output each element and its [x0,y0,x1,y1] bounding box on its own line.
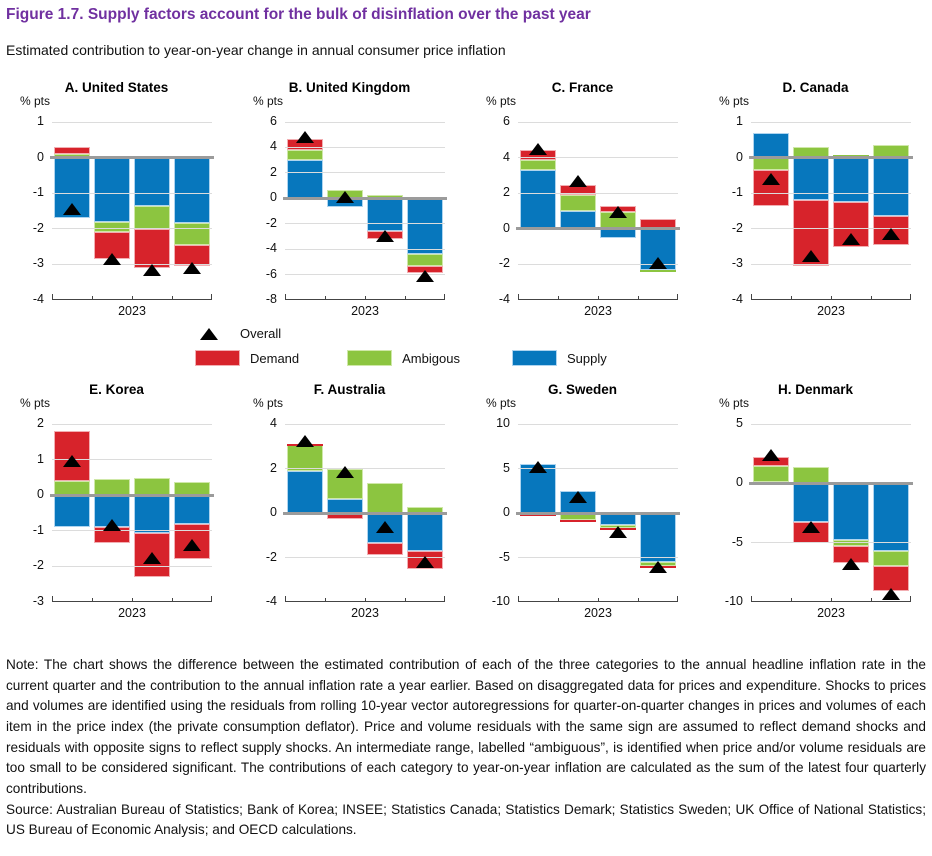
x-axis-tick [444,596,445,602]
y-tick-label: -3 [731,256,743,271]
panel-b-united-kingdom [233,78,466,324]
panel-title-e: E. Korea [89,382,144,397]
supply-bar-segment [833,483,869,540]
x-axis-year-label: 2023 [351,606,379,620]
x-axis-tick [285,294,286,300]
x-axis-tick [518,596,519,602]
supply-bar-segment [367,198,403,231]
x-axis-tick [444,294,445,300]
x-axis-year-label: 2023 [584,606,612,620]
zero-line [516,512,680,515]
gridline [285,122,445,123]
overall-marker [376,521,394,533]
ambigous-bar-segment [367,483,403,513]
x-axis-tick [211,596,212,602]
gridline [518,424,678,425]
zero-line [283,197,447,200]
ambigous-bar-segment [560,195,596,211]
gridline [52,424,212,425]
overall-marker [143,264,161,276]
overall-marker [762,449,780,461]
overall-marker [569,491,587,503]
gridline [285,172,445,173]
zero-line [283,512,447,515]
supply-bar-segment [407,513,443,551]
y-tick-label: 0 [736,475,743,490]
x-axis-tick [598,296,599,300]
supply-bar-segment [600,513,636,525]
legend-row-overall [200,326,281,341]
overall-marker [296,435,314,447]
supply-bar-segment [640,513,676,562]
y-tick-label: 1 [37,114,44,128]
y-tick-label: -4 [265,241,277,256]
y-tick-label: 5 [503,460,510,475]
y-tick-label: -2 [32,558,44,573]
supply-bar-segment [287,471,323,513]
y-tick-label: 1 [37,451,44,466]
y-tick-label: -1 [32,185,44,200]
gridline [751,424,911,425]
x-axis-tick [791,296,792,300]
y-axis-unit-label: % pts [20,396,51,410]
gridline [285,223,445,224]
overall-marker [802,521,820,533]
y-tick-label: 4 [503,149,510,164]
panel-h-denmark [699,380,932,626]
x-axis-tick [871,598,872,602]
overall-marker [569,175,587,187]
y-tick-label: -4 [731,292,743,306]
x-axis-year-label: 2023 [817,606,845,620]
y-tick-label: -4 [498,292,510,306]
panel-a-united-states [0,78,233,324]
ambigous-bar-segment [287,150,323,160]
ambigous-bar-segment [753,158,789,170]
overall-marker [649,561,667,573]
overall-marker [802,250,820,262]
overall-triangle-icon [200,328,218,340]
gridline [518,193,678,194]
x-axis-tick [92,296,93,300]
x-axis-tick [132,296,133,300]
overall-marker [336,466,354,478]
supply-bar-segment [134,158,170,206]
ambigous-bar-segment [287,445,323,471]
x-axis-tick [791,598,792,602]
legend-row-categories [195,350,607,366]
figure-subtitle: Estimated contribution to year-on-year change in annual consumer price inflation [6,42,506,58]
gridline [285,249,445,250]
gridline [751,193,911,194]
overall-marker [416,270,434,282]
plot-area-b [265,114,445,306]
x-axis-tick [831,598,832,602]
legend-label-ambiguous: Ambigous [402,350,460,366]
x-axis-tick [405,598,406,602]
plot-area-e [32,416,212,608]
overall-marker [529,461,547,473]
supply-bar-segment [520,170,556,229]
overall-marker [336,191,354,203]
panel-e-korea [0,380,233,626]
x-axis-tick [325,296,326,300]
overall-marker [183,539,201,551]
x-axis-tick [751,596,752,602]
x-axis-tick [172,598,173,602]
supply-bar-segment [833,158,869,203]
y-tick-label: -5 [498,549,510,564]
gridline [52,122,212,123]
y-tick-label: 0 [503,505,510,519]
y-tick-label: 10 [496,416,510,430]
zero-line [516,227,680,230]
supply-bar-segment [54,495,90,527]
supply-bar-segment [174,495,210,523]
x-axis-tick [558,598,559,602]
gridline [52,530,212,531]
y-tick-label: -4 [265,594,277,608]
demand-bar-segment [54,147,90,154]
y-tick-label: -10 [724,594,743,608]
x-axis-year-label: 2023 [584,304,612,318]
overall-marker [609,206,627,218]
y-tick-label: -10 [491,594,510,608]
overall-marker [183,262,201,274]
y-tick-label: 4 [270,139,277,154]
ambigous-bar-segment [134,206,170,229]
y-tick-label: -1 [32,522,44,537]
demand-bar-segment [560,520,596,522]
gridline [518,557,678,558]
y-tick-label: 6 [503,114,510,128]
panel-title-b: B. United Kingdom [288,80,411,95]
y-axis-unit-label: % pts [20,94,51,108]
zero-line [50,156,214,159]
y-tick-label: -6 [265,266,277,281]
ambigous-bar-segment [520,160,556,170]
gridline [751,122,911,123]
gridline [285,147,445,148]
figure-title: Figure 1.7. Supply factors account for the bulk of disinflation over the past year [6,6,591,23]
legend-label-overall: Overall [240,326,282,341]
panel-title-d: D. Canada [782,80,849,95]
overall-marker [103,519,121,531]
x-axis-tick [325,598,326,602]
overall-marker [143,552,161,564]
zero-line [50,494,214,497]
ambigous-bar-segment [873,551,909,566]
y-tick-label: -3 [32,594,44,608]
ambigous-bar-segment [407,254,443,266]
y-axis-unit-label: % pts [253,94,284,108]
y-axis-unit-label: % pts [253,396,284,410]
x-axis-tick [52,596,53,602]
y-axis-unit-label: % pts [719,94,750,108]
x-axis-year-label: 2023 [817,304,845,318]
supply-bar-segment [407,198,443,253]
y-tick-label: 4 [270,416,277,430]
gridline [285,424,445,425]
panel-title-f: F. Australia [313,382,386,397]
ambiguous-swatch-icon [347,350,392,366]
y-tick-label: -2 [265,549,277,564]
gridline [52,566,212,567]
y-tick-label: -2 [731,220,743,235]
ambigous-bar-segment [640,270,676,273]
panel-title-c: C. France [551,80,614,95]
ambigous-bar-segment [793,467,829,484]
overall-marker [842,558,860,570]
y-tick-label: -2 [32,220,44,235]
ambigous-bar-segment [94,222,130,233]
footnotes [6,655,926,841]
overall-marker [649,257,667,269]
panel-title-a: A. United States [64,80,169,95]
x-axis-tick [751,294,752,300]
legend [0,326,932,376]
y-tick-label: 0 [270,190,277,205]
legend-label-demand: Demand [250,350,300,366]
zero-line [749,156,913,159]
panel-title-g: G. Sweden [547,382,618,397]
x-axis-tick [92,598,93,602]
panel-f-australia [233,380,466,626]
plot-area-g [491,416,678,608]
plot-area-c [498,114,678,306]
supply-bar-segment [560,211,596,229]
overall-marker [376,230,394,242]
overall-marker [63,203,81,215]
y-tick-label: -2 [498,256,510,271]
x-axis-tick [638,598,639,602]
plot-area-d [731,114,911,306]
overall-marker [63,455,81,467]
y-axis-unit-label: % pts [486,396,517,410]
x-axis-year-label: 2023 [351,304,379,318]
x-axis-tick [598,598,599,602]
gridline [518,157,678,158]
y-tick-label: 0 [736,149,743,164]
plot-area-a [32,114,212,306]
x-axis-tick [365,598,366,602]
y-tick-label: 2 [37,416,44,430]
y-tick-label: 0 [503,220,510,235]
x-axis-tick [831,296,832,300]
overall-marker [609,526,627,538]
y-axis-unit-label: % pts [486,94,517,108]
supply-bar-segment [873,483,909,551]
charts-row-bottom [0,380,932,626]
legend-label-supply: Supply [566,350,607,366]
overall-marker [882,588,900,600]
supply-bar-segment [287,160,323,198]
gridline [518,122,678,123]
supply-bar-segment [753,133,789,158]
panel-g-sweden [466,380,699,626]
x-axis-tick [405,296,406,300]
ambigous-bar-segment [134,478,170,495]
supply-bar-segment [94,158,130,222]
y-axis-unit-label: % pts [719,396,750,410]
x-axis-tick [558,296,559,300]
overall-marker [416,556,434,568]
demand-swatch-icon [195,350,240,366]
x-axis-tick [910,294,911,300]
y-tick-label: 0 [37,487,44,502]
y-tick-label: 6 [270,114,277,128]
y-tick-label: -5 [731,534,743,549]
overall-marker [529,143,547,155]
supply-bar-segment [174,158,210,224]
ambigous-bar-segment [174,223,210,244]
supply-bar-segment [793,158,829,201]
y-tick-label: 1 [736,114,743,128]
y-tick-label: 0 [270,505,277,519]
panel-c-france [466,78,699,324]
y-tick-label: -1 [731,185,743,200]
x-axis-tick [52,294,53,300]
x-axis-tick [132,598,133,602]
source-text: Source: Australian Bureau of Statistics; Bank of Korea; INSEE; Statistics Canada; Statistics Demark; Statistics Sweden; UK Office of National Statistics; US Bureau of Economic Analysis; and OECD calculations. [6,801,926,838]
y-tick-label: 0 [37,149,44,164]
x-axis-tick [910,596,911,602]
x-axis-tick [638,296,639,300]
supply-bar-segment [873,158,909,217]
x-axis-tick [172,296,173,300]
demand-bar-segment [134,229,170,268]
overall-marker [762,173,780,185]
x-axis-tick [677,294,678,300]
y-tick-label: 2 [270,164,277,179]
supply-bar-segment [793,483,829,522]
overall-marker [103,253,121,265]
charts-row-top [0,78,932,324]
x-axis-tick [677,596,678,602]
y-tick-label: 5 [736,416,743,430]
y-tick-label: 2 [503,185,510,200]
plot-area-f [265,416,445,608]
x-axis-year-label: 2023 [118,606,146,620]
overall-marker [296,131,314,143]
supply-bar-segment [134,495,170,532]
gridline [52,228,212,229]
note-text: Note: The chart shows the difference between the estimated contribution of each of the three categories to the annual headline inflation rate in the current quarter and the contribution to the annual inflation rate a year earlier. Based on disaggregated data for prices and expenditure. Shocks to prices and volumes are identified using the residuals from rolling 10-year vector autoregressions for quarter-on-quarter changes in prices and volumes of each item in the price index (the private consumption deflator). Price and volume residuals with the same sign are assumed to reflect demand shocks and residuals with opposite signs to reflect supply shocks. An intermediate range, labelled “ambiguous”, is identified when price and/or volume residuals are too small to be considered significant. The contributions of each category to year-on-year inflation are calculated as the sum of the latest four quarterly contributions. [6,657,926,796]
panel-d-canada [699,78,932,324]
gridline [751,542,911,543]
x-axis-tick [518,294,519,300]
demand-bar-segment [367,543,403,555]
y-tick-label: -2 [265,215,277,230]
x-axis-tick [871,296,872,300]
ambigous-bar-segment [753,466,789,482]
x-axis-tick [285,596,286,602]
y-tick-label: -3 [32,256,44,271]
x-axis-year-label: 2023 [118,304,146,318]
plot-area-h [724,416,911,608]
charts-area [0,78,932,626]
x-axis-tick [365,296,366,300]
overall-marker [882,228,900,240]
y-tick-label: -4 [32,292,44,306]
y-tick-label: 2 [270,460,277,475]
panel-title-h: H. Denmark [777,382,854,397]
gridline [751,264,911,265]
gridline [285,468,445,469]
x-axis-tick [211,294,212,300]
y-tick-label: -8 [265,292,277,306]
supply-swatch-icon [512,350,557,366]
gridline [52,193,212,194]
overall-marker [842,233,860,245]
zero-line [749,482,913,485]
